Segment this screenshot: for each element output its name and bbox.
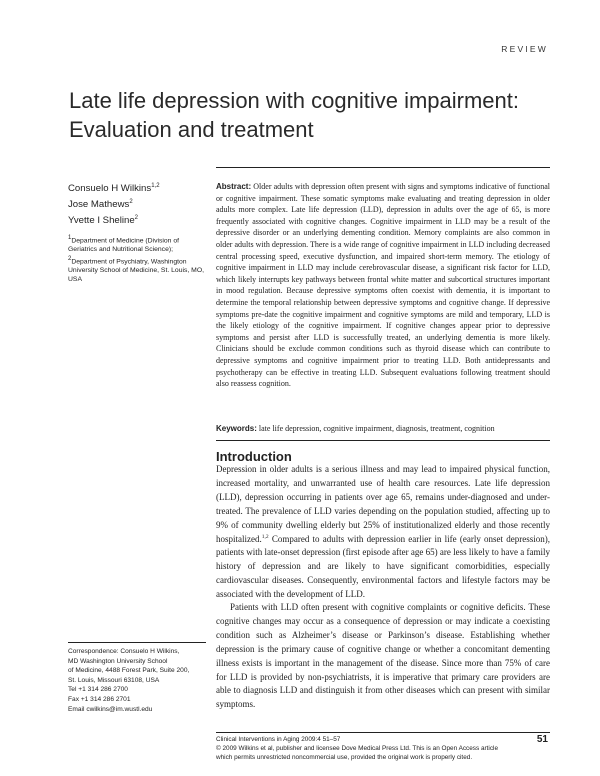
article-title: Late life depression with cognitive impairment: Evaluation and treatment [69, 88, 520, 142]
abstract-text: Older adults with depression often present with signs and symptoms indicative of functional or cognitive impairment. These somatic symptoms make evaluating and treating depression in older adults more complex. Late life depression (LLD), depression in adults over the age of 65, is more frequently associated with cognitive changes. Cognitive impairment in LLD may be a result of the depressive disorder or an underlying dementing condition. Memory complaints are also common in older adults with depression. There is a wide range of cognitive impairment in LLD including decreased central processing speed, executive dysfunction, and impaired short-term memory. The etiology of cognitive impairment in LLD may include cerebrovascular disease, a significant risk factor for LLD, which likely interrupts key pathways between frontal white matter and subcortical structures important in mood regulation. Because depressive symptoms often coexist with dementia, it is important to determine the temporal relationship between depressive symptoms and cognitive change. If depressive symptoms pre-date the cognitive impairment and cognitive symptoms are mild and temporary, LLD is the likely etiology of the cognitive impairment. If cognitive changes appear prior to depressive symptoms and persist after LLD is successfully treated, an underlying dementia is more likely. Clinicians should be exclude common conditions such as thyroid disease which can contribute to depressive symptoms and cognitive impairment prior to treating LLD. Both antidepressants and psychotherapy can be effective in treating LLD. Subsequent evaluations following treatment should also reassess cognition. [216, 182, 550, 389]
abstract-label: Abstract: [216, 182, 252, 191]
introduction-heading: Introduction [216, 449, 292, 464]
footer-copyright: which permits unrestricted noncommercial use, provided the original work is properly cited. [216, 754, 473, 762]
correspondence-email[interactable]: Email cwilkins@im.wustl.edu [68, 705, 153, 713]
footer-journal: Clinical Interventions in Aging 2009:4 51–57 [216, 736, 341, 743]
affiliations: $^1$Department of Medicine (Division of Geriatrics and Nutritional Science); $^2$Department of Psychiatry, Washington University School of Medicine, St. Louis, MO, USA [68, 234, 204, 284]
section-label: REVIEW [501, 44, 548, 54]
introduction-paragraph-2: Patients with LLD often present with cognitive complaints or cognitive deficits. These cognitive changes may occur as a consequence of depression or may indicate a coexisting condition such as Alzheimer’s disease or Parkinson’s disease. Establishing whether depression is the primary cause of cognitive change or whether a concomitant dementing illness exists is important in the management of the disease. Since more than 75% of care for LLD is provided by non-psychiatrists, it is imperative that primary care providers are able to diagnosis LLD and distinguish it from other diseases which can present with similar symptoms. [216, 602, 550, 710]
footer-rule [216, 732, 550, 733]
abstract [216, 181, 550, 390]
correspondence-rule [68, 642, 206, 643]
author-name: Consuelo H Wilkins$^{1,2}$ [68, 183, 160, 195]
keywords-label: Keywords: [216, 424, 257, 433]
author-name: Jose Mathews$^2$ [68, 198, 133, 211]
keywords-text: late life depression, cognitive impairment, diagnosis, treatment, cognition [258, 424, 495, 433]
footer [216, 735, 550, 763]
introduction-paragraph-1: Depression in older adults is a serious illness and may lead to impaired physical function, increased mortality, and unwarranted use of health care resources. Late life depression (LLD), depression occurring in patients over age 65, remains under-diagnosed and under-treated. The prevalence of LLD varies depending on the population studied, affecting up to 9% of community dwelling elderly but 25% of institutionalized elderly and those recently hospitalized.$^{1,2}$ Compared to adults with depression earlier in life (early onset depression), patients with late-onset depression (first episode after age 65) are less likely to have a family history of depression and are likely to have significant comorbidities, especially cardiovascular diseases. Consequently, environmental factors and lifestyle factors may be associated with the development of LLD. [216, 464, 550, 600]
keywords [216, 423, 550, 435]
correspondence-block: Correspondence: Consuelo H Wilkins, MD Washington University School of Medicine, 4488 Forest Park, Suite 200, St. Louis, Missouri 63108, USA Tel +1 314 286 2700 Fax +1 314 286 2701 Email cwilkins@im.wustl.edu [68, 647, 208, 714]
author-name: Yvette I Sheline$^2$ [68, 214, 139, 227]
page-number: 51 [536, 734, 548, 745]
abstract-top-rule [216, 167, 550, 168]
footer-copyright: © 2009 Wilkins et al, publisher and licensee Dove Medical Press Ltd. This is an Open Access article [216, 745, 499, 753]
abstract-bottom-rule [216, 440, 550, 441]
author-block [68, 180, 206, 285]
